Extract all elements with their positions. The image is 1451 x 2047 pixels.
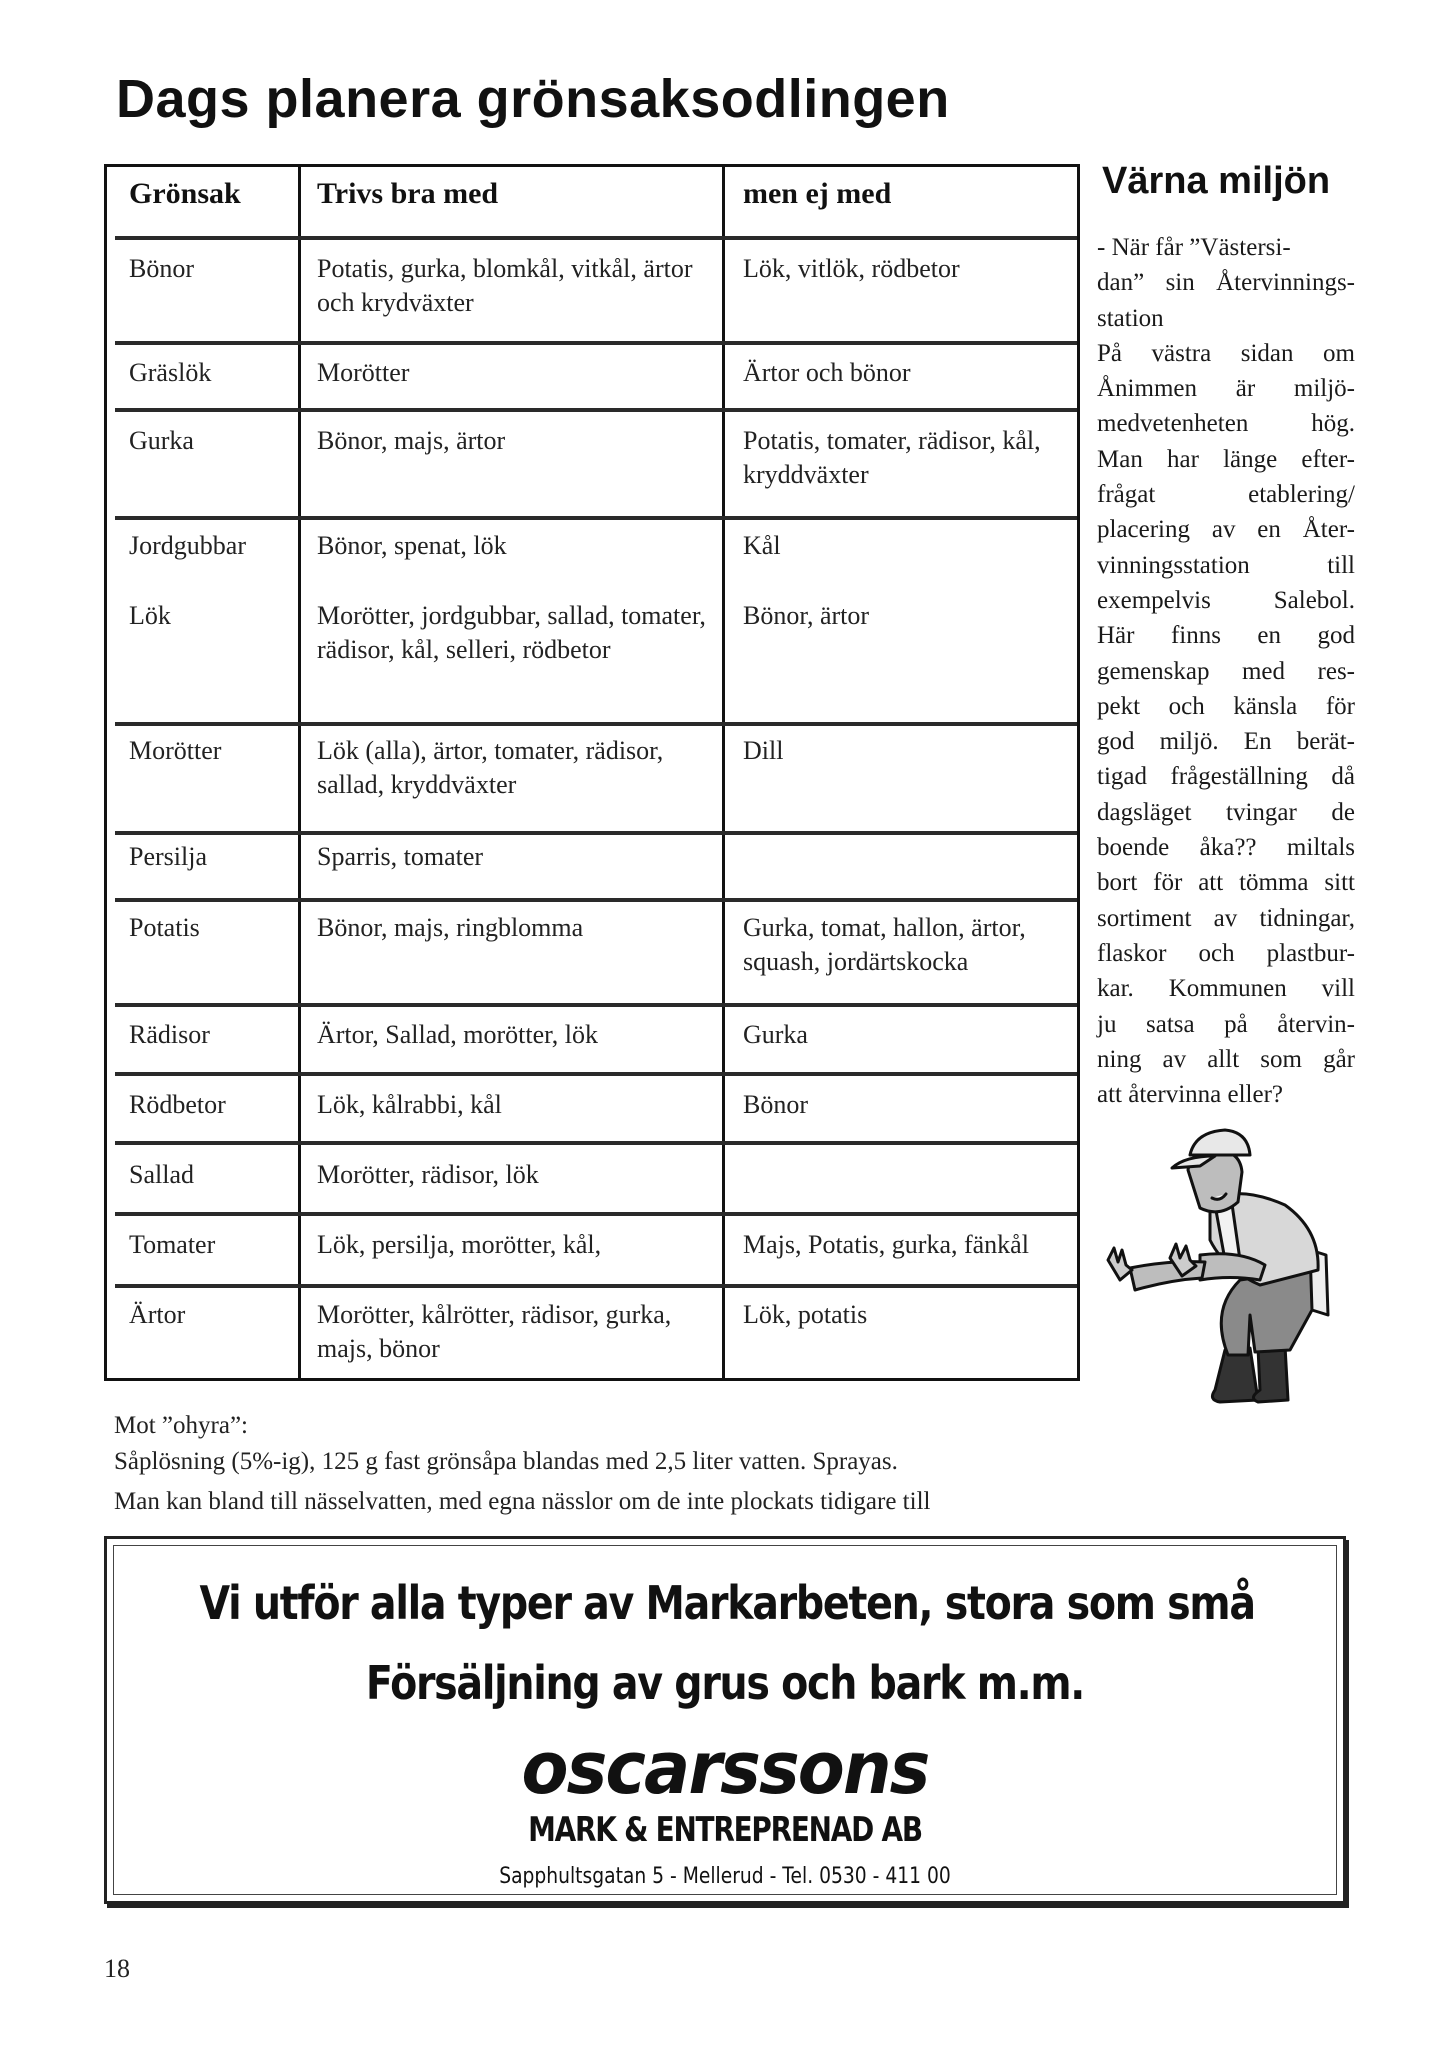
vegetable-cell: Gräslök bbox=[129, 358, 212, 387]
not-with-cell: Lök, potatis bbox=[743, 1300, 868, 1329]
good-with-cell: Lök (alla), ärtor, tomater, rädisor, sallad, kryddväxter bbox=[317, 736, 664, 799]
sidebar-line: dagsläget tvingar de bbox=[1097, 798, 1355, 826]
vegetable-cell: Ärtor bbox=[129, 1300, 186, 1329]
good-with-cell: Bönor, spenat, lök bbox=[317, 531, 507, 560]
good-with-cell: Morötter, kålrötter, rädisor, gurka, majs, bönor bbox=[317, 1300, 672, 1363]
sidebar-article bbox=[1097, 230, 1355, 1112]
sidebar-line: Här finns en god bbox=[1097, 622, 1355, 650]
header-not-with: men ej med bbox=[743, 177, 892, 210]
sidebar-line: På västra sidan om bbox=[1097, 339, 1355, 367]
notes-line: Såplösning (5%-ig), 125 g fast grönsåpa blandas med 2,5 liter vatten. Sprayas. bbox=[114, 1448, 898, 1475]
row-divider bbox=[115, 831, 1077, 835]
page-number: 18 bbox=[104, 1954, 130, 1983]
sidebar-title: Värna miljön bbox=[1102, 160, 1331, 202]
row-divider bbox=[115, 341, 1077, 345]
sidebar-line: placering av en Åter- bbox=[1097, 516, 1355, 544]
ad-inner-frame bbox=[113, 1545, 1337, 1895]
vegetable-cell: Rädisor bbox=[129, 1020, 210, 1049]
row-divider bbox=[115, 1141, 1077, 1145]
not-with-cell: Lök, vitlök, rödbetor bbox=[743, 254, 960, 283]
good-with-cell: Bönor, majs, ringblomma bbox=[317, 913, 584, 942]
not-with-cell: Gurka, tomat, hallon, ärtor, squash, jordärtskocka bbox=[743, 913, 1026, 976]
cap bbox=[1190, 1130, 1250, 1155]
vegetable-cell: Tomater bbox=[129, 1230, 216, 1259]
row-divider bbox=[115, 236, 1077, 240]
sidebar-line: sortiment av tidningar, bbox=[1097, 904, 1355, 932]
ad-headline: Vi utför alla typer av Markarbeten, stora som små bbox=[199, 1576, 1255, 1630]
vegetable-cell: Rödbetor bbox=[129, 1090, 226, 1119]
row-divider bbox=[115, 516, 1077, 520]
sidebar-line: boende åka?? miltals bbox=[1097, 834, 1355, 862]
not-with-cell: Dill bbox=[743, 736, 784, 765]
row-divider bbox=[115, 898, 1077, 902]
good-with-cell: Bönor, majs, ärtor bbox=[317, 426, 506, 455]
not-with-cell: Kål bbox=[743, 531, 781, 560]
row-divider bbox=[115, 1072, 1077, 1076]
row-divider bbox=[115, 1284, 1077, 1288]
companion-planting-table bbox=[104, 164, 1080, 1381]
brand-logo: oscarssons bbox=[521, 1726, 929, 1810]
sidebar-line: flaskor och plastbur- bbox=[1097, 939, 1355, 967]
notes-heading: Mot ”ohyra”: bbox=[114, 1412, 248, 1439]
not-with-cell: Gurka bbox=[743, 1020, 808, 1049]
sidebar-line: att återvinna eller? bbox=[1097, 1081, 1283, 1109]
company-address: Sapphultsgatan 5 - Mellerud - Tel. 0530 - 411 00 bbox=[499, 1864, 951, 1889]
boot-right bbox=[1253, 1346, 1288, 1402]
gardener-illustration bbox=[1090, 1110, 1370, 1415]
vegetable-cell: Bönor bbox=[129, 254, 194, 283]
vegetable-cell: Morötter bbox=[129, 736, 222, 765]
not-with-cell: Potatis, tomater, rädisor, kål, kryddväxter bbox=[743, 426, 1041, 489]
sidebar-line: vinningsstation till bbox=[1097, 551, 1355, 579]
good-with-cell: Morötter bbox=[317, 358, 410, 387]
good-with-cell: Lök, kålrabbi, kål bbox=[317, 1090, 502, 1119]
sidebar-line: exempelvis Salebol. bbox=[1097, 586, 1355, 614]
vegetable-cell: Lök bbox=[129, 601, 171, 630]
sidebar-line: kar. Kommunen vill bbox=[1097, 975, 1355, 1003]
good-with-cell: Sparris, tomater bbox=[317, 842, 484, 871]
vegetable-cell: Jordgubbar bbox=[129, 531, 246, 560]
notes-line: Man kan bland till nässelvatten, med egna nässlor om de inte plockats tidigare till bbox=[114, 1488, 931, 1515]
row-divider bbox=[115, 408, 1077, 412]
sidebar-line: god miljö. En berät- bbox=[1097, 728, 1355, 756]
header-good-with: Trivs bra med bbox=[317, 177, 499, 210]
vegetable-cell: Gurka bbox=[129, 426, 194, 455]
sidebar-line: dan” sin Återvinnings- bbox=[1097, 269, 1355, 297]
sidebar-line: gemenskap med res- bbox=[1097, 657, 1355, 685]
vegetable-cell: Potatis bbox=[129, 913, 200, 942]
good-with-cell: Lök, persilja, morötter, kål, bbox=[317, 1230, 602, 1259]
row-divider bbox=[115, 722, 1077, 726]
advertisement bbox=[104, 1536, 1346, 1904]
sidebar-line: frågat etablering/ bbox=[1097, 481, 1355, 509]
row-divider bbox=[115, 1212, 1077, 1216]
vegetable-cell: Sallad bbox=[129, 1160, 194, 1189]
sidebar-line: station bbox=[1097, 304, 1164, 332]
pest-control-notes bbox=[114, 1408, 930, 1520]
not-with-cell: Bönor bbox=[743, 1090, 808, 1119]
sidebar-line: medvetenheten hög. bbox=[1097, 410, 1355, 438]
not-with-cell: Bönor, ärtor bbox=[743, 601, 870, 630]
ad-subheadline: Försäljning av grus och bark m.m. bbox=[365, 1656, 1085, 1710]
good-with-cell: Ärtor, Sallad, morötter, lök bbox=[317, 1020, 598, 1049]
column-divider bbox=[722, 167, 725, 1378]
company-name: MARK & ENTREPRENAD AB bbox=[528, 1810, 922, 1850]
good-with-cell: Potatis, gurka, blomkål, vitkål, ärtor och krydväxter bbox=[317, 254, 693, 317]
sidebar-line: pekt och känsla för bbox=[1097, 692, 1355, 720]
not-with-cell: Ärtor och bönor bbox=[743, 358, 911, 387]
sidebar-line: Ånimmen är miljö- bbox=[1097, 375, 1355, 403]
sidebar-line: tigad frågeställning då bbox=[1097, 763, 1355, 791]
good-with-cell: Morötter, rädisor, lök bbox=[317, 1160, 539, 1189]
page-title: Dags planera grönsaksodlingen bbox=[116, 69, 950, 129]
good-with-cell: Morötter, jordgubbar, sallad, tomater, rädisor, kål, selleri, rödbetor bbox=[317, 601, 706, 664]
sidebar-line: - När får ”Västersi- bbox=[1097, 234, 1291, 261]
sidebar-line: bort för att tömma sitt bbox=[1097, 869, 1355, 897]
row-divider bbox=[115, 1003, 1077, 1007]
claw-tool-left bbox=[1108, 1248, 1132, 1280]
sidebar-line: Man har länge efter- bbox=[1097, 445, 1355, 473]
column-divider bbox=[298, 167, 301, 1378]
sidebar-line: ju satsa på återvin- bbox=[1097, 1010, 1355, 1038]
sidebar-line: ning av allt som går bbox=[1097, 1045, 1355, 1073]
not-with-cell: Majs, Potatis, gurka, fänkål bbox=[743, 1230, 1029, 1259]
header-vegetable: Grönsak bbox=[129, 177, 241, 210]
vegetable-cell: Persilja bbox=[129, 842, 207, 871]
